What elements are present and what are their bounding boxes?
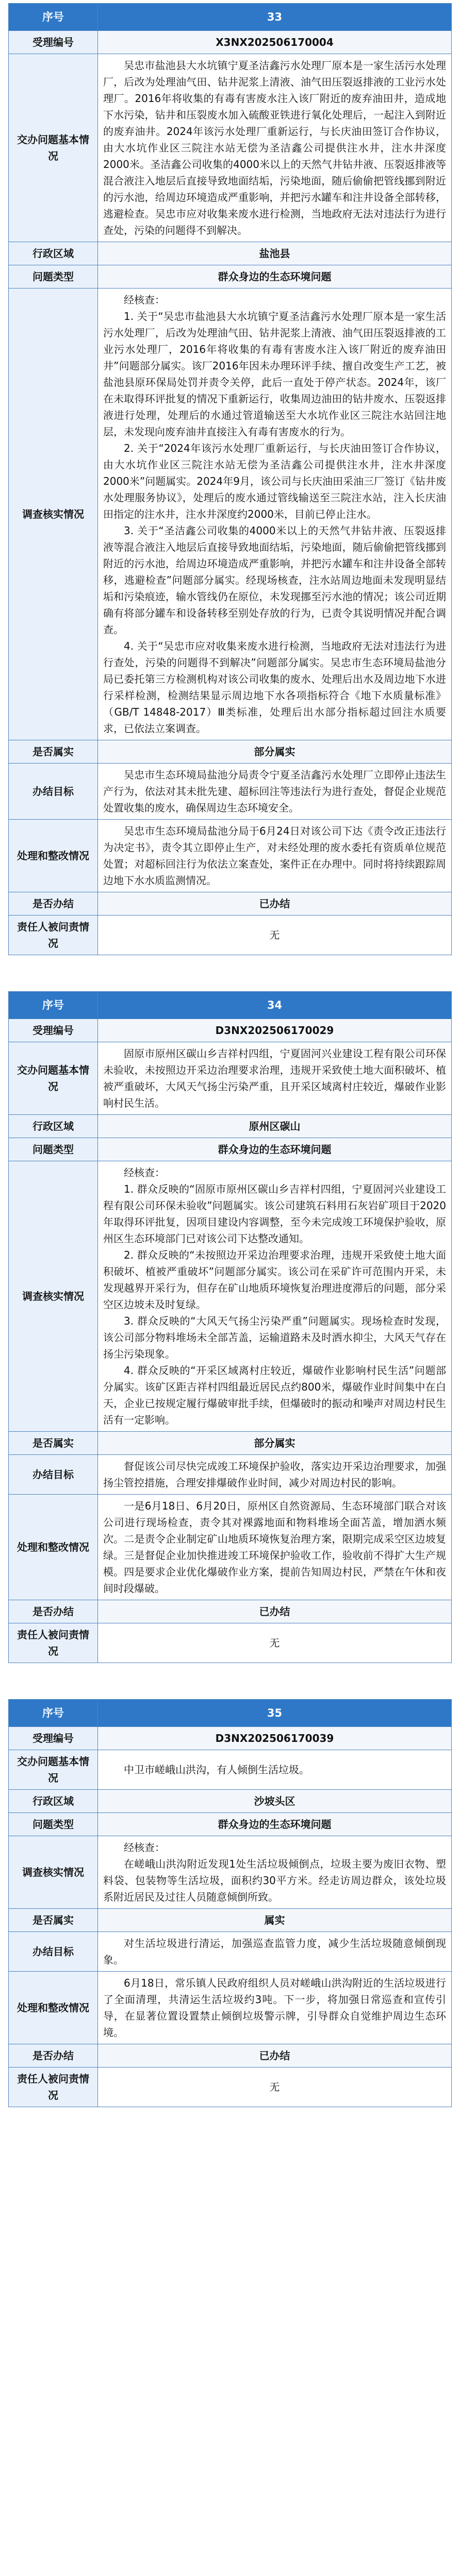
- case-id-value: D3NX202506170029: [98, 1019, 452, 1042]
- case-id-value: X3NX202506170004: [98, 31, 452, 54]
- is-closed-row: [9, 2044, 452, 2067]
- rectification-text: 一是6月18日、6月20日，原州区自然资源局、生态环境部门联合对该公司进行现场检查，责令其对裸露地面和物料堆场全面苫盖，增加洒水频次。二是责令企业制定矿山地质环境恢复治理方案，限期完成采空区边坡复绿。三是督促企业加快推进竣工环境保护验收工作，验收前不得扩大生产规模。四是要求企业优化爆破作业方案，提前告知周边村民，严禁在午休和夜间时段爆破。: [103, 1500, 446, 1595]
- is-closed-value: 已办结: [98, 892, 452, 916]
- case-table: [8, 3, 452, 955]
- investigation-row: [9, 289, 452, 740]
- problem-type-row: [9, 265, 452, 289]
- accountability-label: 责任人被问责情况: [9, 1623, 98, 1663]
- basic-info-row: [9, 54, 452, 242]
- investigation-label: 调查核实情况: [9, 1161, 98, 1432]
- is-true-label: 是否属实: [9, 740, 98, 764]
- case-id-label: 受理编号: [9, 1727, 98, 1750]
- result-label: 办结目标: [9, 1455, 98, 1495]
- is-true-value: 部分属实: [98, 740, 452, 764]
- is-true-row: [9, 1909, 452, 1932]
- basic-info-row: [9, 1750, 452, 1790]
- is-true-value: 属实: [98, 1909, 452, 1932]
- basic-info-label: 交办问题基本情况: [9, 1042, 98, 1115]
- result-row: [9, 1455, 452, 1495]
- accountability-row: [9, 2067, 452, 2107]
- accountability-label: 责任人被问责情况: [9, 916, 98, 955]
- result-label: 办结目标: [9, 1932, 98, 1972]
- case-id-value: D3NX202506170039: [98, 1727, 452, 1750]
- serial-value: 33: [98, 4, 452, 31]
- problem-type-label: 问题类型: [9, 1138, 98, 1161]
- rectification-label: 处理和整改情况: [9, 1972, 98, 2044]
- investigation-paragraph: 2. 关于“2024年该污水处理厂重新运行，与长庆油田签订合作协议，由大水坑作业区三院注水站无偿为圣洁鑫公司提供注水井，注水井深度2000米”问题属实。2024年9月，该公司与长庆油田采油三厂签订《钻井废水处理服务协议》，处理后的废水通过管线输送至三院注水站，注入长庆油田指定的注水井，注水井深度约2000米，目前已停止注水。: [103, 442, 446, 520]
- district-label: 行政区域: [9, 1790, 98, 1813]
- case-card: [8, 3, 452, 955]
- result-text: 对生活垃圾进行清运，加强巡查监管力度，减少生活垃圾随意倾倒现象。: [103, 1937, 446, 1966]
- rectification-text: 吴忠市生态环境局盐池分局于6月24日对该公司下达《责令改正违法行为决定书》，责令其立即停止生产，对未经处理的废水委托有资质单位规范处置；对超标回注行为依法立案查处，案件正在办理中。同时将持续跟踪周边地下水水质监测情况。: [103, 825, 446, 887]
- district-value: 沙坡头区: [98, 1790, 452, 1813]
- is-true-label: 是否属实: [9, 1909, 98, 1932]
- case-card: [8, 1699, 452, 2107]
- basic-info-label: 交办问题基本情况: [9, 1750, 98, 1790]
- serial-row: [9, 4, 452, 31]
- district-row: [9, 242, 452, 265]
- basic-info-text: 固原市原州区碳山乡吉祥村四组，宁夏固河兴业建设工程有限公司环保未验收，未按照边开采边治理要求治理，违规开采致使土地大面积破坏、植被严重破坏，大风天气扬尘污染严重，且开采区域离村庄较近，爆破作业影响村民生活。: [103, 1047, 446, 1109]
- is-closed-row: [9, 1600, 452, 1623]
- district-row: [9, 1115, 452, 1138]
- investigation-paragraph: 2. 群众反映的“未按照边开采边治理要求治理，违规开采致使土地大面积破坏、植被严重破坏”问题部分属实。该公司在采矿许可范围内开采，未发现越界开采行为，但存在矿山地质环境恢复治理进度滞后的问题，部分采空区边坡未及时复绿。: [103, 1249, 446, 1311]
- investigation-row: [9, 1161, 452, 1432]
- problem-type-value: 群众身边的生态环境问题: [98, 265, 452, 289]
- is-closed-value: 已办结: [98, 2044, 452, 2067]
- basic-info-label: 交办问题基本情况: [9, 54, 98, 242]
- case-card: [8, 991, 452, 1663]
- serial-label: 序号: [9, 4, 98, 31]
- accountability-row: [9, 916, 452, 955]
- case-list: [0, 3, 460, 2107]
- is-closed-value: 已办结: [98, 1600, 452, 1623]
- serial-row: [9, 992, 452, 1019]
- investigation-paragraph: 4. 群众反映的“开采区域离村庄较近，爆破作业影响村民生活”问题部分属实。该矿区距吉祥村四组最近居民点约800米，爆破作业时间集中在白天，企业已按规定履行爆破审批手续，但爆破时的振动和噪声对周边村民生活有一定影响。: [103, 1364, 446, 1426]
- problem-type-row: [9, 1138, 452, 1161]
- is-true-row: [9, 740, 452, 764]
- case-table: [8, 991, 452, 1663]
- case-id-label: 受理编号: [9, 1019, 98, 1042]
- investigation-paragraph: 1. 关于“吴忠市盐池县大水坑镇宁夏圣洁鑫污水处理厂原本是一家生活污水处理厂，后改为处理油气田、钻井泥浆上清液、油气田压裂返排液的工业污水处理厂，2016年将收集的有毒有害废水注入该厂附近的废弃油田井”问题部分属实。该厂2016年因未办理环评手续、擅自改变生产工艺，被盐池县原环保局处罚并责令关停，此后一直处于停产状态。2024年，该厂在未取得环评批复的情况下重新运行，收集周边油田的钻井废水、压裂返排液进行处理，处理后的水通过管道输送至大水坑作业区三院注水站回注地层，未发现向废弃油井直接注入有毒有害废水的行为。: [103, 310, 446, 438]
- investigation-label: 调查核实情况: [9, 289, 98, 740]
- rectification-row: [9, 820, 452, 892]
- problem-type-value: 群众身边的生态环境问题: [98, 1813, 452, 1836]
- investigation-paragraph: 3. 关于“圣洁鑫公司收集的4000米以上的天然气井钻井液、压裂返排液等混合液注入地层后直接导致地面结垢，污染地面，随后偷偷把管线挪到附近的污水池，给周边环境造成严重影响，并把污水罐车和注井设备全部转移，逃避检查”问题部分属实。经现场核查，注水站周边地面未发现明显结垢和污染痕迹，输水管线仍在原位，未发现挪至污水池的情况；该公司近期确有将部分罐车和设备转移至别处存放的行为，已责令其说明情况并配合调查。: [103, 524, 446, 636]
- accountability-value: 无: [98, 916, 452, 955]
- problem-type-label: 问题类型: [9, 265, 98, 289]
- investigation-paragraph: 经核查：: [124, 1166, 165, 1179]
- basic-info-text: 吴忠市盐池县大水坑镇宁夏圣洁鑫污水处理厂原本是一家生活污水处理厂，后改为处理油气田、钻井泥浆上清液、油气田压裂返排液的工业污水处理厂。2016年将收集的有毒有害废水注入该厂附近的废弃油田井，造成地下水污染，钻井和压裂废水加入硫酸亚铁进行氧化处理后，一起注入到附近的废弃油井。2024年该污水处理厂重新运行，与长庆油田签订合作协议，由大水坑作业区三院注水站无偿为圣洁鑫公司提供注水井，注水井深度2000米。圣洁鑫公司收集的4000米以上的天然气井钻井液、压裂返排液等混合液注入地层后直接导致地面结垢，污染地面，随后偷偷把管线挪到附近的污水池，给周边环境造成严重影响，并把污水罐车和注井设备全部转移，逃避检查。吴忠市应对收集来废水进行检测，当地政府无法对违法行为进行查处，污染的问题得不到解决。: [103, 59, 446, 236]
- investigation-paragraph: 3. 群众反映的“大风天气扬尘污染严重”问题属实。现场检查时发现，该公司部分物料堆场未全部苫盖，运输道路未及时洒水抑尘，大风天气存在扬尘污染现象。: [103, 1315, 446, 1360]
- investigation-row: [9, 1836, 452, 1909]
- basic-info-text: 中卫市嵯峨山洪沟，有人倾倒生活垃圾。: [124, 1764, 309, 1776]
- is-closed-label: 是否办结: [9, 892, 98, 916]
- accountability-row: [9, 1623, 452, 1663]
- investigation-paragraph: 经核查：: [124, 294, 165, 306]
- result-row: [9, 1932, 452, 1972]
- serial-value: 34: [98, 992, 452, 1019]
- result-text: 督促该公司尽快完成竣工环境保护验收，落实边开采边治理要求，加强扬尘管控措施，合理安排爆破作业时间，减少对周边村民的影响。: [103, 1460, 446, 1489]
- serial-value: 35: [98, 1700, 452, 1727]
- is-true-row: [9, 1432, 452, 1455]
- serial-label: 序号: [9, 992, 98, 1019]
- district-label: 行政区域: [9, 1115, 98, 1138]
- case-id-row: [9, 1019, 452, 1042]
- investigation-paragraph: 4. 关于“吴忠市应对收集来废水进行检测，当地政府无法对违法行为进行查处，污染的问题得不到解决”问题部分属实。吴忠市生态环境局盐池分局已委托第三方检测机构对该公司收集的废水、处理后出水及周边地下水进行采样检测，检测结果显示周边地下水各项指标符合《地下水质量标准》（GB/T 14848-2017）Ⅲ类标准，处理后出水部分指标超过回注水质要求，已依法立案调查。: [103, 640, 446, 735]
- district-label: 行政区域: [9, 242, 98, 265]
- district-row: [9, 1790, 452, 1813]
- is-closed-row: [9, 892, 452, 916]
- case-id-row: [9, 31, 452, 54]
- investigation-label: 调查核实情况: [9, 1836, 98, 1909]
- accountability-value: 无: [98, 2067, 452, 2107]
- result-row: [9, 764, 452, 820]
- is-closed-label: 是否办结: [9, 1600, 98, 1623]
- accountability-value: 无: [98, 1623, 452, 1663]
- district-value: 原州区碳山: [98, 1115, 452, 1138]
- problem-type-row: [9, 1813, 452, 1836]
- result-label: 办结目标: [9, 764, 98, 820]
- basic-info-row: [9, 1042, 452, 1115]
- problem-type-value: 群众身边的生态环境问题: [98, 1138, 452, 1161]
- investigation-paragraph: 在嵯峨山洪沟附近发现1处生活垃圾倾倒点，垃圾主要为废旧衣物、塑料袋、包装物等生活垃圾，面积约30平方米。经走访周边群众，该处垃圾系附近居民及过往人员随意倾倒所致。: [103, 1858, 446, 1903]
- rectification-row: [9, 1972, 452, 2044]
- problem-type-label: 问题类型: [9, 1813, 98, 1836]
- is-closed-label: 是否办结: [9, 2044, 98, 2067]
- district-value: 盐池县: [98, 242, 452, 265]
- case-id-row: [9, 1727, 452, 1750]
- case-id-label: 受理编号: [9, 31, 98, 54]
- serial-label: 序号: [9, 1700, 98, 1727]
- rectification-row: [9, 1495, 452, 1600]
- rectification-text: 6月18日，常乐镇人民政府组织人员对嵯峨山洪沟附近的生活垃圾进行了全面清理，共清运生活垃圾约3吨。下一步，将加强日常巡查和宣传引导，在显著位置设置禁止倾倒垃圾警示牌，引导群众自觉维护周边生态环境。: [103, 1977, 446, 2039]
- investigation-paragraph: 1. 群众反映的“固原市原州区碳山乡吉祥村四组，宁夏固河兴业建设工程有限公司环保未验收”问题属实。该公司建筑石料用石灰岩矿项目于2020年取得环评批复，因项目建设内容调整，至今未完成竣工环境保护验收，原州区生态环境部门已对该公司下达整改通知。: [103, 1183, 446, 1245]
- is-true-label: 是否属实: [9, 1432, 98, 1455]
- case-table: [8, 1699, 452, 2107]
- rectification-label: 处理和整改情况: [9, 1495, 98, 1600]
- serial-row: [9, 1700, 452, 1727]
- is-true-value: 部分属实: [98, 1432, 452, 1455]
- investigation-paragraph: 经核查：: [124, 1841, 165, 1854]
- result-text: 吴忠市生态环境局盐池分局责令宁夏圣洁鑫污水处理厂立即停止违法生产行为，依法对其未批先建、超标回注等违法行为进行查处，督促企业规范处置收集的废水，确保周边生态环境安全。: [103, 769, 446, 814]
- accountability-label: 责任人被问责情况: [9, 2067, 98, 2107]
- rectification-label: 处理和整改情况: [9, 820, 98, 892]
